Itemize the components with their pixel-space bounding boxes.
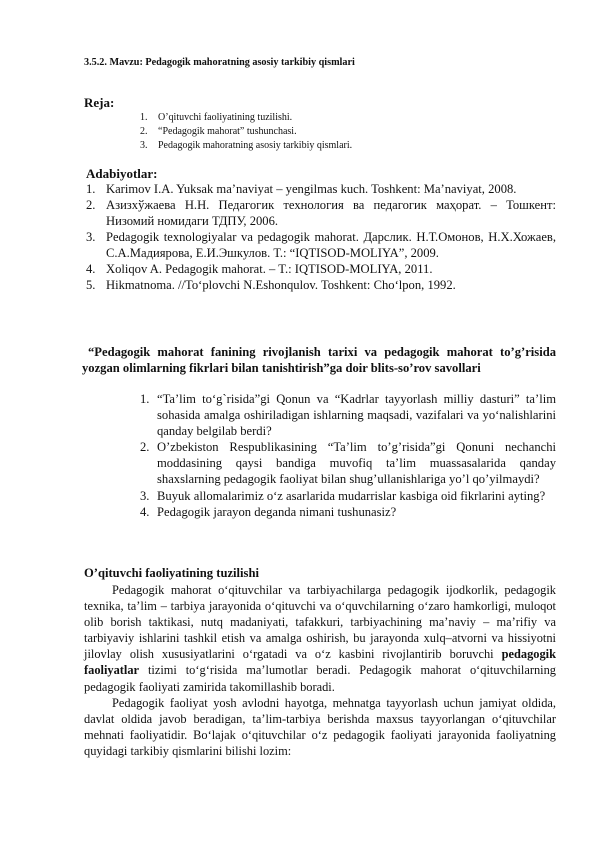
plan-item	[140, 111, 352, 125]
blitz-question	[140, 439, 556, 487]
plan-item-text: “Pedagogik mahorat” tushunchasi.	[158, 126, 297, 137]
literature-item	[86, 181, 556, 197]
literature-item-number: 3.	[86, 230, 96, 244]
literature-item-number: 1.	[86, 182, 96, 196]
blitz-question-number: 1.	[140, 392, 150, 406]
blitz-question-number: 2.	[140, 440, 150, 455]
literature-item-text: Азизхўжаева Н.Н. Педагогик технология ва педагогик маҳорат. – Тошкент: Низомий номидаги ТДПУ, 2006.	[106, 198, 556, 228]
paragraph-text: Pedagogik mahorat o‘qituvchilar va tarbiyachilarga pedagogik ijodkorlik, pedagogik texnika, ta’lim – tarbiya jarayonida o‘qituvchi va o‘quvchilarning o‘zaro hamkorligi, muloqot olib borish taktikasi, nutq madaniyati, tafakkuri, tarbiyachining ma’naviy – ma’rifiy va tarbiyaviy ishlarini tashkil etish va amalga oshirish, bu jarayonda xulq–atvorni va hissiyotni jilovlay olish xususiyatlarini o‘rgatadi va o‘z kasbini rivojlantirib boruvchi	[84, 583, 556, 662]
blitz-heading	[82, 344, 556, 376]
plan-list	[140, 111, 352, 153]
section-title: O’qituvchi faoliyatining tuzilishi	[84, 566, 259, 580]
plan-item-number: 3.	[140, 140, 148, 151]
plan-item-number: 1.	[140, 112, 148, 123]
literature-list	[86, 181, 556, 293]
blitz-question	[140, 504, 556, 520]
literature-item-text: Pedagogik texnologiyalar va pedagogik mahorat. Дарслик. Н.Т.Омонов, Н.Х.Хожаев, С.А.Мадиярова, Е.И.Эшкулов. Т.: “IQTISOD-MOLIYA”, 2009.	[106, 230, 556, 260]
blitz-question-text: Buyuk allomalarimiz o‘z asarlarida mudarrislar kasbiga oid fikrlarini ayting?	[157, 488, 546, 503]
plan-item-text: Pedagogik mahoratning asosiy tarkibiy qismlari.	[158, 140, 353, 151]
blitz-question-list	[140, 391, 556, 520]
emphasis-text: pedagogik faoliyatlar	[84, 647, 556, 678]
blitz-heading-text: “Pedagogik mahorat fanining rivojlanish tarixi va pedagogik mahorat to’g’risida yozgan olimlarning fikrlari bilan tanishtirish”ga doir blits-so’rov savollari	[82, 345, 556, 375]
literature-item	[86, 197, 556, 229]
literature-item-number: 5.	[86, 278, 96, 292]
literature-item	[86, 229, 556, 261]
blitz-question	[140, 391, 556, 439]
literature-item-text: Karimov I.A. Yuksak ma’naviyat – yengilmas kuch. Toshkent: Ma’naviyat, 2008.	[106, 182, 517, 196]
plan-item	[140, 125, 352, 139]
plan-title: Reja:	[84, 95, 115, 110]
topic-heading: 3.5.2. Mavzu: Pedagogik mahoratning asosiy tarkibiy qismlari	[84, 57, 355, 68]
literature-item	[86, 277, 556, 293]
blitz-question-text: “Ta’lim to‘g`risida”gi Qonun va “Kadrlar tayyorlash milliy dasturi” ta’lim sohasida amalga oshiriladigan ishlarning maqsadi, vazifalari va yo‘nalishlarini qanday belgilab berdi?	[157, 392, 556, 439]
literature-item-text: Hikmatnoma. //To‘plovchi N.Eshonqulov. Toshkent: Cho‘lpon, 1992.	[106, 278, 456, 292]
literature-item-number: 2.	[86, 198, 96, 212]
paragraph-text: tizimi to‘g‘risida ma’lumotlar beradi. Pedagogik mahorat o‘qituvchilarning pedagogik faoliyati zamirida takomillashib boradi.	[84, 663, 556, 694]
plan-item	[140, 139, 352, 153]
plan-item-number: 2.	[140, 126, 148, 137]
literature-title: Adabiyotlar:	[86, 166, 158, 181]
literature-item-number: 4.	[86, 262, 96, 276]
body-paragraph	[84, 582, 556, 695]
blitz-question-number: 3.	[140, 488, 150, 503]
literature-item	[86, 261, 556, 277]
blitz-question	[140, 488, 556, 504]
body-paragraph: Pedagogik faoliyat yosh avlodni hayotga, mehnatga tayyorlash uchun jamiyat oldida, davlat oldida javob beradigan, ta’lim-tarbiya berishda maxsus tayyorlangan o‘qituvchilar mehnati faoliyatidir. Bo‘lajak o‘qituvchilar o‘z pedagogik faoliyati jarayonida faoliyatning quyidagi tarkibiy qismlarini bilishi lozim:	[84, 695, 556, 758]
section-body	[84, 582, 556, 759]
blitz-question-text: Pedagogik jarayon deganda nimani tushunasiz?	[157, 504, 397, 519]
literature-item-text: Xoliqov A. Pedagogik mahorat. – T.: IQTISOD-MOLIYA, 2011.	[106, 262, 433, 276]
blitz-question-text: O’zbekiston Respublikasining “Ta’lim to’g’risida”gi Qonuni nechanchi moddasining qaysi bandiga muvofiq ta’lim muassasalarida qanday shaxslarning pedagogik faoliyat bilan shug’ullanishlariga yo’l qo’yilmaydi?	[157, 440, 556, 487]
blitz-question-number: 4.	[140, 504, 150, 519]
plan-item-text: O’qituvchi faoliyatining tuzilishi.	[158, 112, 293, 123]
